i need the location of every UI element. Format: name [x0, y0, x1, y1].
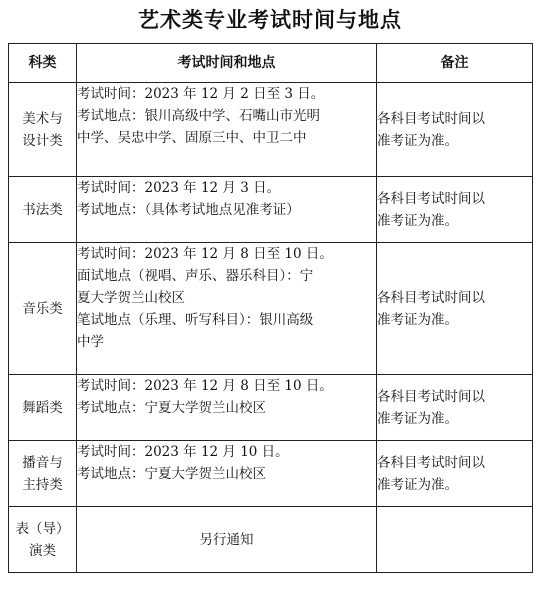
remarks-text: 各科目考试时间以: [377, 454, 485, 471]
time-place-cell: [77, 441, 377, 507]
detail-text: 笔试地点（乐理、听写科目）：银川高级: [77, 312, 314, 328]
category-cell: [9, 375, 77, 441]
header-time-place: 考试时间和地点: [77, 44, 377, 83]
category-text: 设计类: [22, 132, 63, 149]
detail-text: 考试地点：宁夏大学贺兰山校区: [77, 466, 266, 482]
time-place-cell: [77, 177, 377, 243]
remarks-text: 准考证为准。: [377, 476, 458, 493]
detail-text: 考试地点：宁夏大学贺兰山校区: [77, 400, 266, 416]
remarks-cell: [377, 441, 533, 507]
exam-schedule-table: [8, 43, 533, 573]
header-category: 科类: [9, 44, 77, 83]
remarks-text: 准考证为准。: [377, 311, 458, 328]
remarks-text: 准考证为准。: [377, 132, 458, 149]
time-place-cell: [77, 83, 377, 177]
table-row: [9, 177, 533, 243]
table-row: [9, 441, 533, 507]
category-text: 演类: [29, 542, 56, 559]
remarks-cell: [377, 507, 533, 573]
category-text: 舞蹈类: [22, 399, 63, 416]
category-text: 表（导）: [15, 520, 70, 537]
detail-text: 面试地点（视唱、声乐、器乐科目）：宁: [77, 268, 314, 284]
detail-text: 考试时间：2023 年 12 月 2 日至 3 日。: [77, 86, 325, 102]
detail-text: 中学、吴忠中学、固原三中、中卫二中: [77, 130, 307, 146]
category-text: 播音与: [22, 454, 63, 471]
detail-text: 夏大学贺兰山校区: [77, 290, 185, 306]
header-remarks: 备注: [377, 44, 533, 83]
category-cell: [9, 243, 77, 375]
table-row: [9, 83, 533, 177]
category-cell: [9, 441, 77, 507]
remarks-text: 各科目考试时间以: [377, 110, 485, 127]
category-text: 美术与: [22, 110, 63, 127]
detail-text: 考试时间：2023 年 12 月 8 日至 10 日。: [77, 378, 333, 394]
remarks-text: 准考证为准。: [377, 410, 458, 427]
table-row: [9, 507, 533, 573]
category-cell: [9, 177, 77, 243]
time-place-cell: [77, 507, 377, 573]
category-text: 书法类: [22, 201, 63, 218]
table-row: [9, 243, 533, 375]
remarks-cell: [377, 375, 533, 441]
detail-text: 考试地点：（具体考试地点见准考证）: [77, 202, 300, 218]
category-cell: [9, 83, 77, 177]
remarks-cell: [377, 243, 533, 375]
category-text: 音乐类: [22, 300, 63, 317]
detail-text: 考试时间：2023 年 12 月 8 日至 10 日。: [77, 246, 333, 262]
detail-text: 中学: [77, 334, 104, 350]
category-text: 主持类: [22, 476, 63, 493]
remarks-text: 准考证为准。: [377, 212, 458, 229]
remarks-text: 各科目考试时间以: [377, 289, 485, 306]
detail-text: 另行通知: [199, 531, 254, 548]
remarks-cell: [377, 83, 533, 177]
detail-text: 考试时间：2023 年 12 月 3 日。: [77, 180, 281, 196]
remarks-text: 各科目考试时间以: [377, 190, 485, 207]
time-place-cell: [77, 243, 377, 375]
category-cell: [9, 507, 77, 573]
remarks-text: 各科目考试时间以: [377, 388, 485, 405]
page-title: 艺术类专业考试时间与地点: [138, 8, 402, 32]
time-place-cell: [77, 375, 377, 441]
table-row: [9, 375, 533, 441]
table-header-row: [9, 44, 533, 83]
detail-text: 考试地点：银川高级中学、石嘴山市光明: [77, 108, 320, 124]
remarks-cell: [377, 177, 533, 243]
detail-text: 考试时间：2023 年 12 月 10 日。: [77, 444, 289, 460]
